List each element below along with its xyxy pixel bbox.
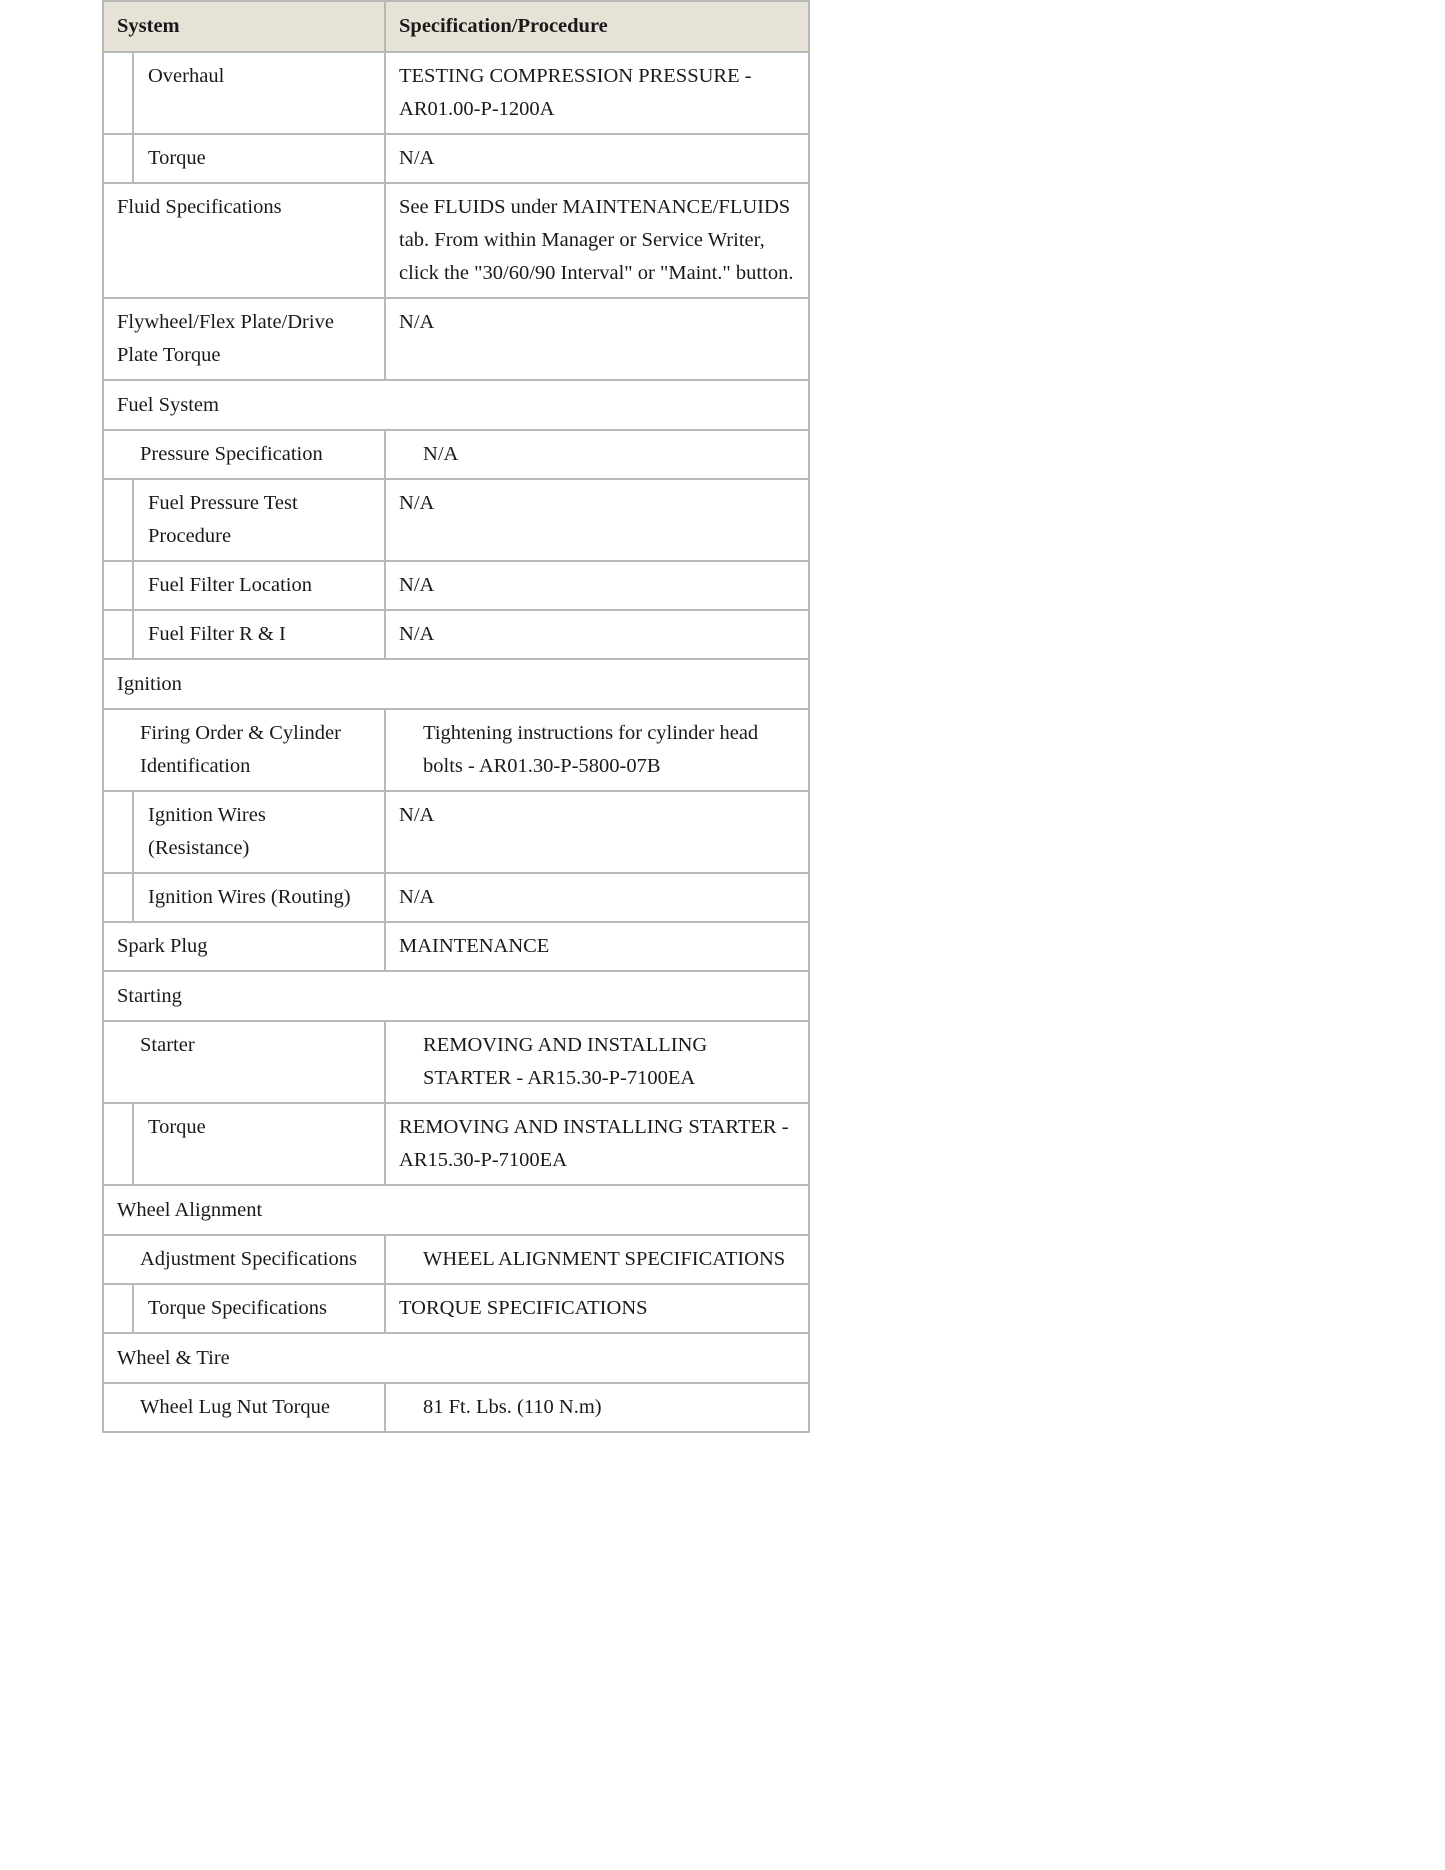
spec-cell: WHEEL ALIGNMENT SPECIFICATIONS (385, 1235, 809, 1284)
section-heading: Ignition (103, 659, 809, 709)
table-row (103, 1235, 809, 1284)
spec-cell: N/A (385, 610, 809, 659)
system-cell: Ignition Wires (Routing) (133, 873, 385, 922)
section-heading: Fuel System (103, 380, 809, 430)
table-row (103, 52, 809, 134)
system-cell: Torque (133, 1103, 385, 1185)
column-header-specification: Specification/Procedure (385, 1, 809, 52)
section-row-fuel-system (103, 380, 809, 430)
table-row (103, 791, 809, 873)
section-heading: Wheel & Tire (103, 1333, 809, 1383)
spec-cell: N/A (385, 873, 809, 922)
table-row (103, 873, 809, 922)
system-cell: Wheel Lug Nut Torque (103, 1383, 385, 1432)
section-heading: Starting (103, 971, 809, 1021)
system-cell: Starter (103, 1021, 385, 1103)
table-row (103, 922, 809, 971)
system-cell: Fuel Filter R & I (133, 610, 385, 659)
table-row (103, 610, 809, 659)
indent-gutter (103, 479, 133, 561)
system-cell: Torque (133, 134, 385, 183)
spec-cell: TORQUE SPECIFICATIONS (385, 1284, 809, 1333)
section-row-wheel-and-tire (103, 1333, 809, 1383)
section-row-wheel-alignment (103, 1185, 809, 1235)
indent-gutter (103, 610, 133, 659)
spec-cell: N/A (385, 298, 809, 380)
table-row (103, 709, 809, 791)
system-cell: Adjustment Specifications (103, 1235, 385, 1284)
table-row (103, 183, 809, 298)
indent-gutter (103, 134, 133, 183)
spec-cell: See FLUIDS under MAINTENANCE/FLUIDS tab. From within Manager or Service Writer, click the "30/60/90 Interval" or "Maint." button. (385, 183, 809, 298)
table-row (103, 430, 809, 479)
spec-cell: 81 Ft. Lbs. (110 N.m) (385, 1383, 809, 1432)
indent-gutter (103, 561, 133, 610)
system-cell: Fuel Filter Location (133, 561, 385, 610)
system-cell: Flywheel/Flex Plate/Drive Plate Torque (103, 298, 385, 380)
table-row (103, 561, 809, 610)
indent-gutter (103, 791, 133, 873)
table-row (103, 1383, 809, 1432)
table-row (103, 1103, 809, 1185)
spec-cell: Tightening instructions for cylinder head bolts - AR01.30-P-5800-07B (385, 709, 809, 791)
spec-cell: N/A (385, 791, 809, 873)
spec-cell: N/A (385, 134, 809, 183)
indent-gutter (103, 52, 133, 134)
column-header-system: System (103, 1, 385, 52)
system-cell: Torque Specifications (133, 1284, 385, 1333)
table-row (103, 298, 809, 380)
system-cell: Ignition Wires (Resistance) (133, 791, 385, 873)
spec-cell: TESTING COMPRESSION PRESSURE - AR01.00-P-1200A (385, 52, 809, 134)
spec-cell: REMOVING AND INSTALLING STARTER - AR15.30-P-7100EA (385, 1103, 809, 1185)
system-cell: Pressure Specification (103, 430, 385, 479)
table-header-row (103, 1, 809, 52)
system-cell: Spark Plug (103, 922, 385, 971)
table-row (103, 1021, 809, 1103)
system-cell: Fluid Specifications (103, 183, 385, 298)
spec-cell: N/A (385, 479, 809, 561)
specifications-table (102, 0, 810, 1433)
section-row-ignition (103, 659, 809, 709)
spec-cell: MAINTENANCE (385, 922, 809, 971)
section-heading: Wheel Alignment (103, 1185, 809, 1235)
table-row (103, 134, 809, 183)
indent-gutter (103, 873, 133, 922)
indent-gutter (103, 1284, 133, 1333)
spec-cell: N/A (385, 561, 809, 610)
spec-cell: N/A (385, 430, 809, 479)
section-row-starting (103, 971, 809, 1021)
indent-gutter (103, 1103, 133, 1185)
system-cell: Overhaul (133, 52, 385, 134)
system-cell: Firing Order & Cylinder Identification (103, 709, 385, 791)
system-cell: Fuel Pressure Test Procedure (133, 479, 385, 561)
table-row (103, 1284, 809, 1333)
spec-cell: REMOVING AND INSTALLING STARTER - AR15.30-P-7100EA (385, 1021, 809, 1103)
table-row (103, 479, 809, 561)
